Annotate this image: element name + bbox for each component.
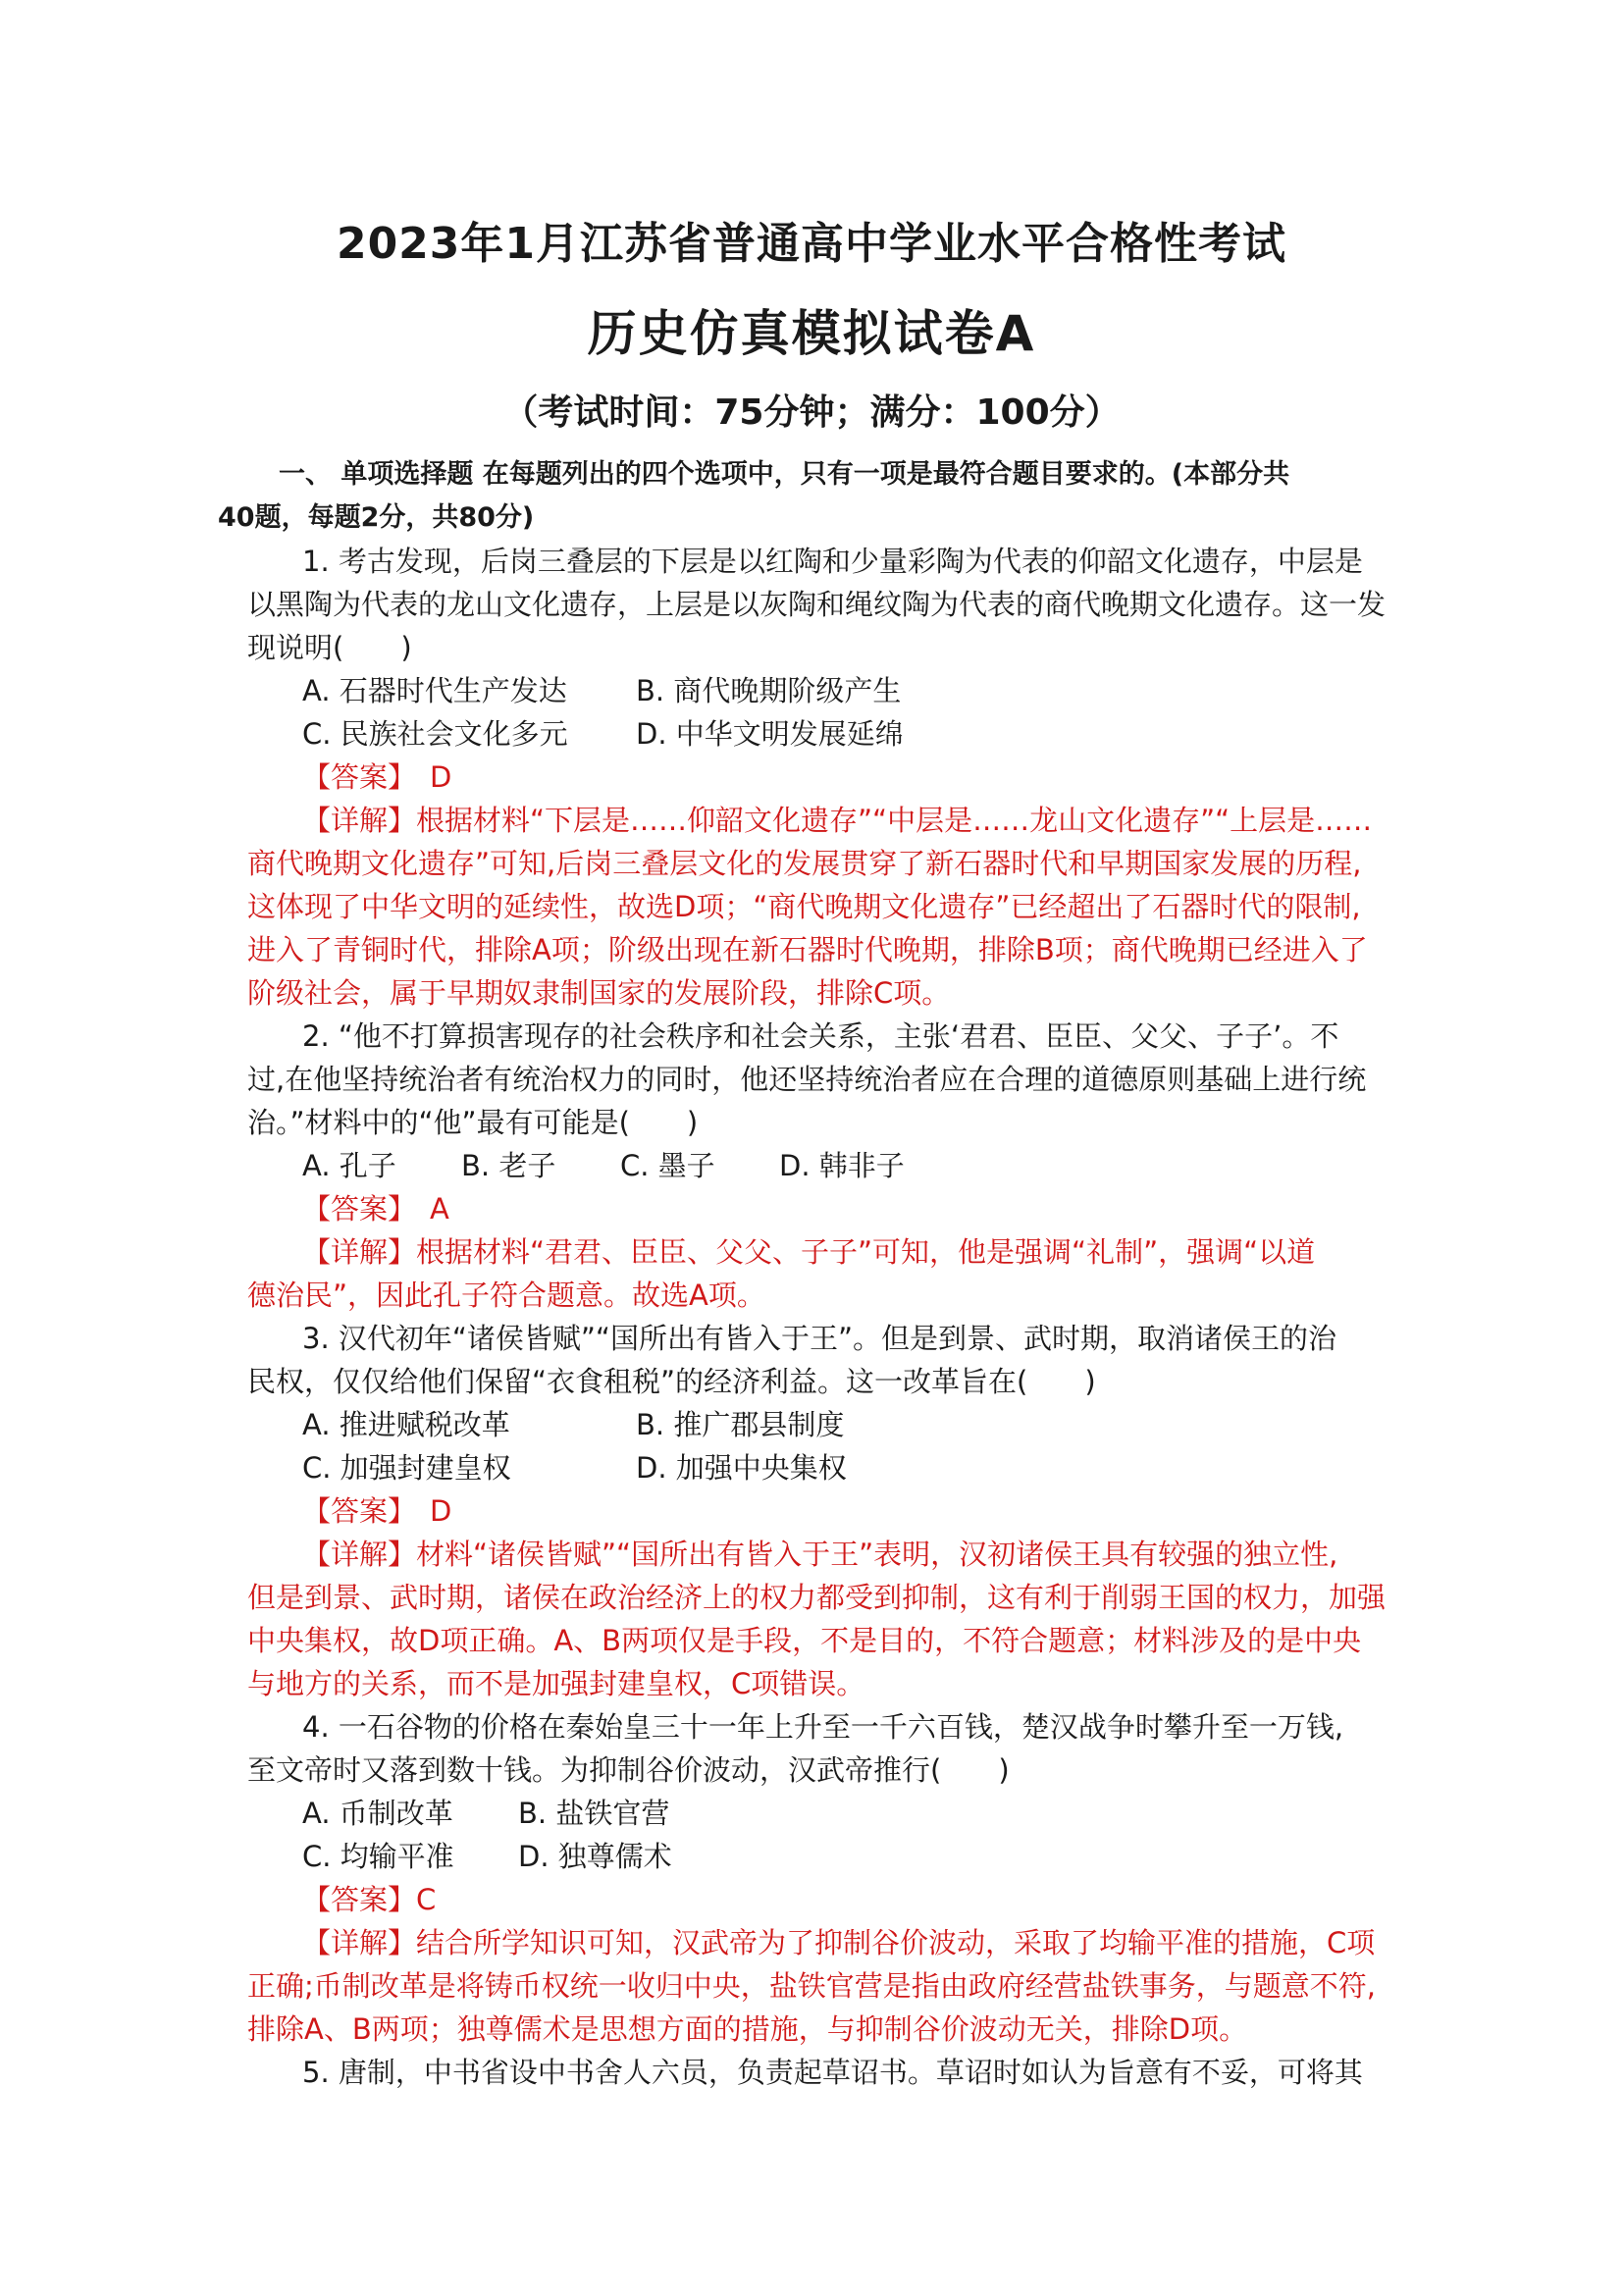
option-a: A. 币制改革	[302, 1797, 453, 1830]
answer-line	[218, 1489, 1405, 1533]
answer-label: 【答案】	[302, 760, 417, 794]
detail-text: 这体现了中华文明的延续性，故选D项；“商代晚期文化遗存”已经超出了石器时代的限制,	[247, 890, 1361, 923]
question-4	[218, 1705, 1405, 2051]
detail-text: 【详解】结合所学知识可知，汉武帝为了抑制谷价波动，采取了均输平准的措施，C项	[302, 1926, 1376, 1959]
question-stem: 至文帝时又落到数十钱。为抑制谷价波动，汉武帝推行( )	[247, 1753, 1010, 1787]
option-row	[218, 669, 1405, 712]
option-a: A. 推进赋税改革	[302, 1408, 510, 1441]
detail-text: 德治民”，因此孔子符合题意。故选A项。	[247, 1278, 765, 1312]
exam-title: 2023年1月江苏省普通高中学业水平合格性考试	[336, 219, 1287, 269]
section-heading-cont: 40题，每题2分，共80分)	[218, 502, 535, 533]
option-row	[218, 1792, 1405, 1835]
question-stem: 以黑陶为代表的龙山文化遗存，上层是以灰陶和绳纹陶为代表的商代晚期文化遗存。这一发	[247, 588, 1387, 621]
option-b: B. 推广郡县制度	[636, 1408, 845, 1441]
option-a: A. 石器时代生产发达	[302, 674, 567, 707]
exam-subtitle: 历史仿真模拟试卷A	[587, 305, 1036, 362]
answer-line	[218, 1878, 1405, 1921]
answer-value: C	[416, 1883, 437, 1916]
question-stem: 过,在他坚持统治者有统治权力的同时，他还坚持统治者应在合理的道德原则基础上进行统	[247, 1063, 1367, 1096]
answer-value: D	[430, 760, 452, 794]
question-stem: 1. 考古发现，后岗三叠层的下层是以红陶和少量彩陶为代表的仰韶文化遗存，中层是	[302, 545, 1363, 578]
question-3	[218, 1317, 1405, 1705]
option-b: B. 老子	[461, 1149, 556, 1182]
detail-text: 【详解】根据材料“下层是……仰韶文化遗存”“中层是……龙山文化遗存”“上层是……	[302, 804, 1373, 837]
option-row	[218, 1446, 1405, 1489]
option-c: C. 墨子	[620, 1149, 715, 1182]
option-c: C. 民族社会文化多元	[302, 717, 568, 751]
detail-text: 【详解】材料“诸侯皆赋”“国所出有皆入于王”表明，汉初诸侯王具有较强的独立性,	[302, 1538, 1338, 1571]
option-c: C. 加强封建皇权	[302, 1451, 511, 1485]
option-row	[218, 1403, 1405, 1446]
detail-text: 正确;币制改革是将铸币权统一收归中央，盐铁官营是指由政府经营盐铁事务，与题意不符,	[247, 1969, 1376, 2003]
detail-text: 阶级社会，属于早期奴隶制国家的发展阶段，排除C项。	[247, 976, 951, 1010]
question-1	[218, 540, 1405, 1015]
question-stem: 民权，仅仅给他们保留“衣食租税”的经济利益。这一改革旨在( )	[247, 1365, 1096, 1398]
option-b: B. 商代晚期阶级产生	[636, 674, 902, 707]
answer-line	[218, 756, 1405, 799]
detail-text: 中央集权，故D项正确。A、B两项仅是手段，不是目的，不符合题意；材料涉及的是中央	[247, 1624, 1362, 1657]
answer-label: 【答案】	[302, 1883, 417, 1916]
detail-text: 进入了青铜时代，排除A项；阶级出现在新石器时代晚期，排除B项；商代晚期已经进入了	[247, 933, 1368, 966]
detail-text: 但是到景、武时期，诸侯在政治经济上的权力都受到抑制，这有利于削弱王国的权力，加强	[247, 1581, 1387, 1614]
detail-text: 与地方的关系，而不是加强封建皇权，C项错误。	[247, 1667, 865, 1700]
answer-label: 【答案】	[302, 1192, 417, 1226]
question-2	[218, 1015, 1405, 1317]
option-a: A. 孔子	[302, 1149, 396, 1182]
exam-time-info: （考试时间：75分钟；满分：100分）	[502, 392, 1121, 433]
option-c: C. 均输平准	[302, 1840, 454, 1873]
option-row	[218, 712, 1405, 756]
question-stem: 3. 汉代初年“诸侯皆赋”“国所出有皆入于王”。但是到景、武时期，取消诸侯王的治	[302, 1322, 1336, 1355]
option-b: B. 盐铁官营	[518, 1797, 670, 1830]
exam-content	[218, 453, 1405, 2094]
section-heading: 一、 单项选择题 在每题列出的四个选项中，只有一项是最符合题目要求的。(本部分共	[279, 459, 1290, 490]
answer-line	[218, 1187, 1405, 1230]
option-row	[218, 1835, 1405, 1878]
answer-value: D	[430, 1494, 452, 1528]
option-d: D. 独尊儒术	[518, 1840, 672, 1873]
question-5	[218, 2051, 1405, 2094]
detail-text: 排除A、B两项；独尊儒术是思想方面的措施，与抑制谷价波动无关，排除D项。	[247, 2012, 1248, 2046]
answer-value: A	[430, 1192, 449, 1226]
question-stem: 2. “他不打算损害现存的社会秩序和社会关系，主张‘君君、臣臣、父父、子子’。不	[302, 1019, 1339, 1053]
option-d: D. 加强中央集权	[636, 1451, 847, 1485]
question-stem: 5. 唐制，中书省设中书舍人六员，负责起草诏书。草诏时如认为旨意有不妥，可将其	[302, 2056, 1363, 2089]
question-stem: 治。”材料中的“他”最有可能是( )	[247, 1106, 699, 1139]
question-stem: 4. 一石谷物的价格在秦始皇三十一年上升至一千六百钱，楚汉战争时攀升至一万钱,	[302, 1710, 1344, 1744]
answer-label: 【答案】	[302, 1494, 417, 1528]
detail-text: 【详解】根据材料“君君、臣臣、父父、子子”可知，他是强调“礼制”，强调“以道	[302, 1235, 1316, 1269]
option-row	[218, 1144, 1405, 1187]
question-stem: 现说明( )	[247, 631, 412, 664]
option-d: D. 中华文明发展延绵	[636, 717, 904, 751]
option-d: D. 韩非子	[779, 1149, 905, 1182]
detail-text: 商代晚期文化遗存”可知,后岗三叠层文化的发展贯穿了新石器时代和早期国家发展的历程,	[247, 847, 1362, 880]
